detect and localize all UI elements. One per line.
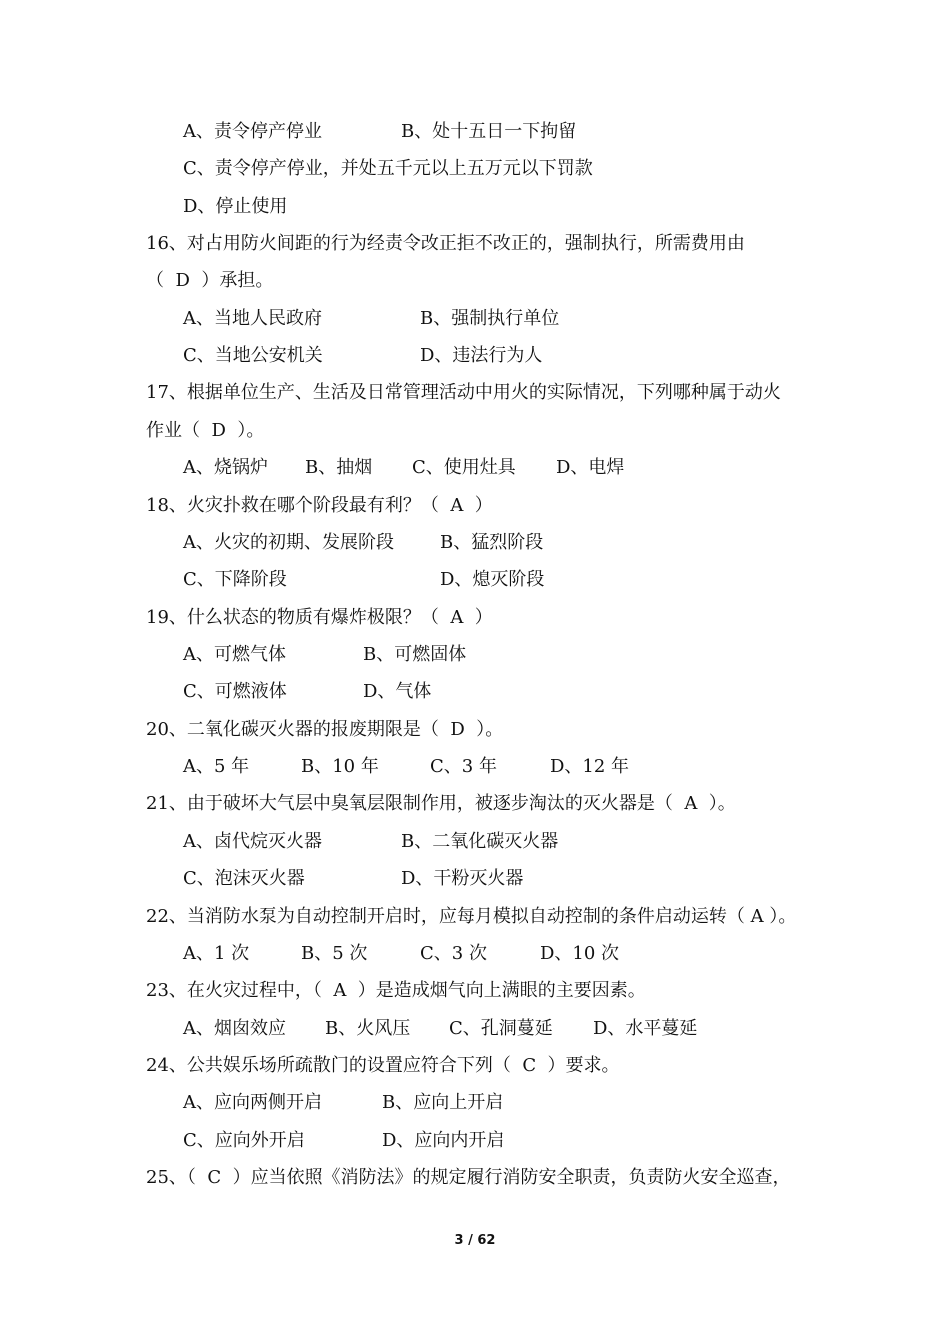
option-text: C、使用灶具 — [412, 457, 516, 478]
question-text: 19、什么状态的物质有爆炸极限？（ A ） — [146, 607, 493, 628]
option-text: C、应向外开启 — [183, 1130, 305, 1151]
question-text: 作业（ D ）。 — [146, 420, 265, 441]
option-text: C、可燃液体 — [183, 681, 287, 702]
option-text: D、12 年 — [550, 756, 630, 777]
question-text: 25、（ C ）应当依照《消防法》的规定履行消防安全职责，负责防火安全巡查， — [146, 1167, 791, 1188]
question-text: 18、火灾扑救在哪个阶段最有利？（ A ） — [146, 495, 493, 516]
option-text: A、责令停产停业 — [183, 121, 322, 142]
option-text: D、违法行为人 — [420, 345, 543, 366]
option-text: B、二氧化碳灭火器 — [401, 831, 559, 852]
option-text: B、10 年 — [301, 756, 379, 777]
option-text: D、干粉灭火器 — [401, 868, 524, 889]
option-text: A、卤代烷灭火器 — [183, 831, 322, 852]
option-text: D、水平蔓延 — [593, 1018, 698, 1039]
current-page: 3 — [454, 1233, 464, 1248]
option-text: A、当地人民政府 — [183, 308, 322, 329]
option-text: D、停止使用 — [183, 196, 288, 217]
option-text: C、当地公安机关 — [183, 345, 323, 366]
option-text: C、下降阶段 — [183, 569, 287, 590]
question-text: 24、公共娱乐场所疏散门的设置应符合下列（ C ）要求。 — [146, 1055, 620, 1076]
question-text: 23、在火灾过程中，（ A ）是造成烟气向上满眼的主要因素。 — [146, 980, 646, 1001]
question-text: （ D ）承担。 — [146, 270, 274, 291]
option-text: A、烟囱效应 — [183, 1018, 286, 1039]
option-text: A、火灾的初期、发展阶段 — [183, 532, 394, 553]
question-text: 22、当消防水泵为自动控制开启时，应每月模拟自动控制的条件启动运转（ A ）。 — [146, 906, 797, 927]
page-number — [0, 1233, 950, 1248]
option-text: A、应向两侧开启 — [183, 1092, 322, 1113]
option-text: C、责令停产停业，并处五千元以上五万元以下罚款 — [183, 158, 593, 179]
option-text: A、1 次 — [183, 943, 250, 964]
option-text: D、10 次 — [540, 943, 620, 964]
option-text: D、电焊 — [556, 457, 625, 478]
option-text: B、应向上开启 — [382, 1092, 504, 1113]
option-text: B、火风压 — [325, 1018, 411, 1039]
option-text: D、气体 — [363, 681, 432, 702]
question-text: 16、对占用防火间距的行为经责令改正拒不改正的，强制执行，所需费用由 — [146, 233, 745, 254]
option-text: C、3 次 — [420, 943, 487, 964]
option-text: B、处十五日一下拘留 — [401, 121, 577, 142]
option-text: A、5 年 — [183, 756, 250, 777]
option-text: C、3 年 — [430, 756, 497, 777]
option-text: D、应向内开启 — [382, 1130, 505, 1151]
option-text: B、抽烟 — [305, 457, 373, 478]
option-text: A、烧锅炉 — [183, 457, 268, 478]
option-text: B、5 次 — [301, 943, 368, 964]
option-text: B、可燃固体 — [363, 644, 467, 665]
option-text: C、孔洞蔓延 — [449, 1018, 553, 1039]
option-text: D、熄灭阶段 — [440, 569, 545, 590]
option-text: B、猛烈阶段 — [440, 532, 544, 553]
page-separator: / — [468, 1233, 473, 1248]
total-pages: 62 — [477, 1233, 496, 1248]
question-text: 20、二氧化碳灭火器的报废期限是（ D ）。 — [146, 719, 504, 740]
option-text: A、可燃气体 — [183, 644, 286, 665]
option-text: C、泡沫灭火器 — [183, 868, 305, 889]
question-text: 21、由于破坏大气层中臭氧层限制作用，被逐步淘汰的灭火器是（ A ）。 — [146, 793, 736, 814]
option-text: B、强制执行单位 — [420, 308, 560, 329]
question-text: 17、根据单位生产、生活及日常管理活动中用火的实际情况，下列哪种属于动火 — [146, 382, 781, 403]
